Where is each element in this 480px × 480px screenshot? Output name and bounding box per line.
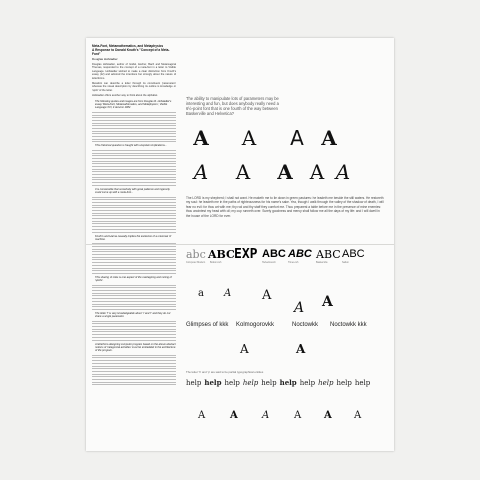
glyph-a: A bbox=[240, 342, 249, 356]
kkk-sample: Noctowkk kkk bbox=[330, 322, 367, 328]
help-word: help bbox=[279, 378, 297, 387]
font-sample: abc bbox=[186, 248, 206, 261]
glyph-a: A bbox=[193, 126, 209, 150]
glyph-a: A bbox=[262, 288, 272, 303]
help-word: help bbox=[242, 379, 259, 387]
font-sample: ABC bbox=[316, 248, 341, 261]
font-sample-label: Sabon bbox=[342, 261, 349, 264]
glyph-a: A bbox=[193, 160, 209, 184]
text-lines-block-4 bbox=[92, 243, 176, 274]
essay-title: Meta-Font, Metamathematics, and Metaphysics bbox=[92, 44, 164, 48]
essay-subtitle: A Response to Donald Knuth's "Concept of a Meta-Font" bbox=[92, 48, 170, 56]
psalm-paragraph: The LORD is my shepherd; I shall not want. He maketh me to lie down in green pastures: he leadeth me beside the still waters. He restoreth my soul: he leadeth me in the paths of righteousness for his name's sake. Yea, though I walk through the valley of the shadow of death, I will fear no evil: for thou art with me; thy rod and thy staff they comfort me. Thou preparest a table before me in the presence of mine enemies: thou anointest my head with oil; my cup runneth over. Surely goodness and mercy shall follow me all the days of my life: and I will dwell in the house of the LORD for ever. bbox=[186, 196, 384, 218]
quote-1: The following quotes and images are from Douglas R. Hofstadter's essay 'Meta-Font, Metamathematics, and Metaphysics', Visible Language XVI, 4 Autumn 1982. bbox=[95, 99, 172, 110]
help-caption: The letter 'h' and 'p' are said to be partial typographical entities bbox=[186, 370, 264, 374]
glyph-a: A bbox=[294, 410, 302, 421]
help-word-row bbox=[186, 378, 386, 392]
font-sample: ABC bbox=[208, 248, 235, 261]
essay-author: Douglas Hofstadter bbox=[92, 57, 118, 61]
help-word: help bbox=[318, 379, 334, 387]
help-word: help bbox=[354, 379, 371, 387]
glyph-a: A bbox=[322, 294, 333, 310]
text-lines-block-2 bbox=[92, 150, 176, 186]
help-word: help bbox=[186, 379, 202, 387]
glyph-a: A bbox=[354, 410, 362, 421]
help-word: help bbox=[224, 379, 240, 387]
intro-quote: The ability to manipulate lots of parameters may be interesting and fun, but does anybody really need a 6½-point font that is one fourth of the way between Baskerville and Helvetica? bbox=[186, 96, 279, 116]
font-sample: ABC bbox=[262, 248, 286, 260]
font-sample-row bbox=[186, 246, 386, 266]
glyph-a: A bbox=[277, 160, 293, 184]
kkk-sample: Kolmogorovkk bbox=[236, 322, 275, 328]
quote-7: A letterform-designing computer program based on the above abstract notions of 'categorical activities' must be embedded in the architecture of the program. bbox=[95, 342, 176, 353]
text-lines-block-1 bbox=[92, 112, 176, 143]
glyph-row-1 bbox=[190, 126, 340, 150]
font-sample-label: Baskerville bbox=[316, 261, 328, 264]
help-word: help bbox=[261, 379, 277, 387]
glyph-a: A bbox=[262, 410, 270, 421]
glyph-a: A bbox=[224, 288, 232, 299]
font-sample: EXP bbox=[234, 247, 258, 262]
font-sample-label: Helvetica-ish bbox=[262, 261, 276, 264]
text-lines-block-3 bbox=[92, 197, 176, 233]
glyph-a: A bbox=[230, 410, 238, 421]
help-word: help bbox=[299, 379, 316, 387]
glyph-a: A bbox=[294, 300, 305, 316]
text-lines-block-7 bbox=[92, 355, 176, 386]
glyph-a: A bbox=[241, 126, 257, 150]
quote-5: This sharing of roles is one aspect of the overlapping and mixing of 'spirits'. bbox=[95, 275, 172, 283]
glyph-a-lower: a bbox=[198, 288, 204, 299]
text-lines-block-5 bbox=[92, 285, 176, 310]
left-paragraph-1: Douglas Hofstadter, author of Gödel, Escher, Bach and Metamagical Themas, responded to the concept of a meta-font in a letter to Visible Language. Hofstadter wished to make a clear distinction from Knuth's essay (12) and admired the intentions but strongly about the nature of letterforms. bbox=[92, 63, 176, 80]
help-word: help bbox=[336, 379, 352, 387]
font-sample: ABC bbox=[342, 248, 365, 260]
glyph-a: A bbox=[235, 160, 251, 184]
poster-sheet bbox=[86, 38, 394, 451]
font-sample-label: Times-ish bbox=[288, 261, 299, 264]
glyph-a: A bbox=[290, 126, 304, 150]
font-sample-label: Computer Modern bbox=[186, 261, 206, 264]
glyph-a: A bbox=[309, 160, 325, 184]
glyph-a: A bbox=[335, 160, 351, 184]
glyph-a: A bbox=[321, 126, 337, 150]
text-lines-block-6 bbox=[92, 321, 176, 341]
quote-4: Knuth's and Hanna casually implies the existence of a universal 'A' machine. bbox=[95, 234, 172, 241]
glyph-row-2 bbox=[190, 160, 354, 184]
help-word: help bbox=[204, 378, 222, 387]
left-paragraph-3: Hofstadter offers another way to think about the alphabet. bbox=[92, 94, 158, 98]
glyph-a: A bbox=[324, 410, 332, 421]
quote-6: The letter 'f' is very knowledgeable about 'I' and 't' and they do not share a single parameter. bbox=[95, 311, 171, 319]
left-text-column bbox=[92, 44, 176, 448]
kkk-sample: Glimpses of kkk bbox=[186, 322, 229, 328]
kkk-sample: Noctowkk bbox=[292, 322, 319, 328]
quote-2: This rhetorical question is fraught with unspoken implications... bbox=[95, 144, 167, 148]
glyph-a: A bbox=[198, 410, 206, 421]
quote-3: It is conceivable that somebody with great patience and ingenuity could come up with a meta-font... bbox=[95, 187, 170, 195]
font-sample: ABC bbox=[288, 248, 312, 260]
font-sample-label: Bodoni-ish bbox=[210, 261, 222, 264]
glyph-a: A bbox=[296, 342, 306, 356]
left-paragraph-2: Metafont can describe a letter through its constituent 'parameters' whereas the visual description by describing its outline is knowledge or 'spirit' of the letter. bbox=[92, 82, 176, 92]
